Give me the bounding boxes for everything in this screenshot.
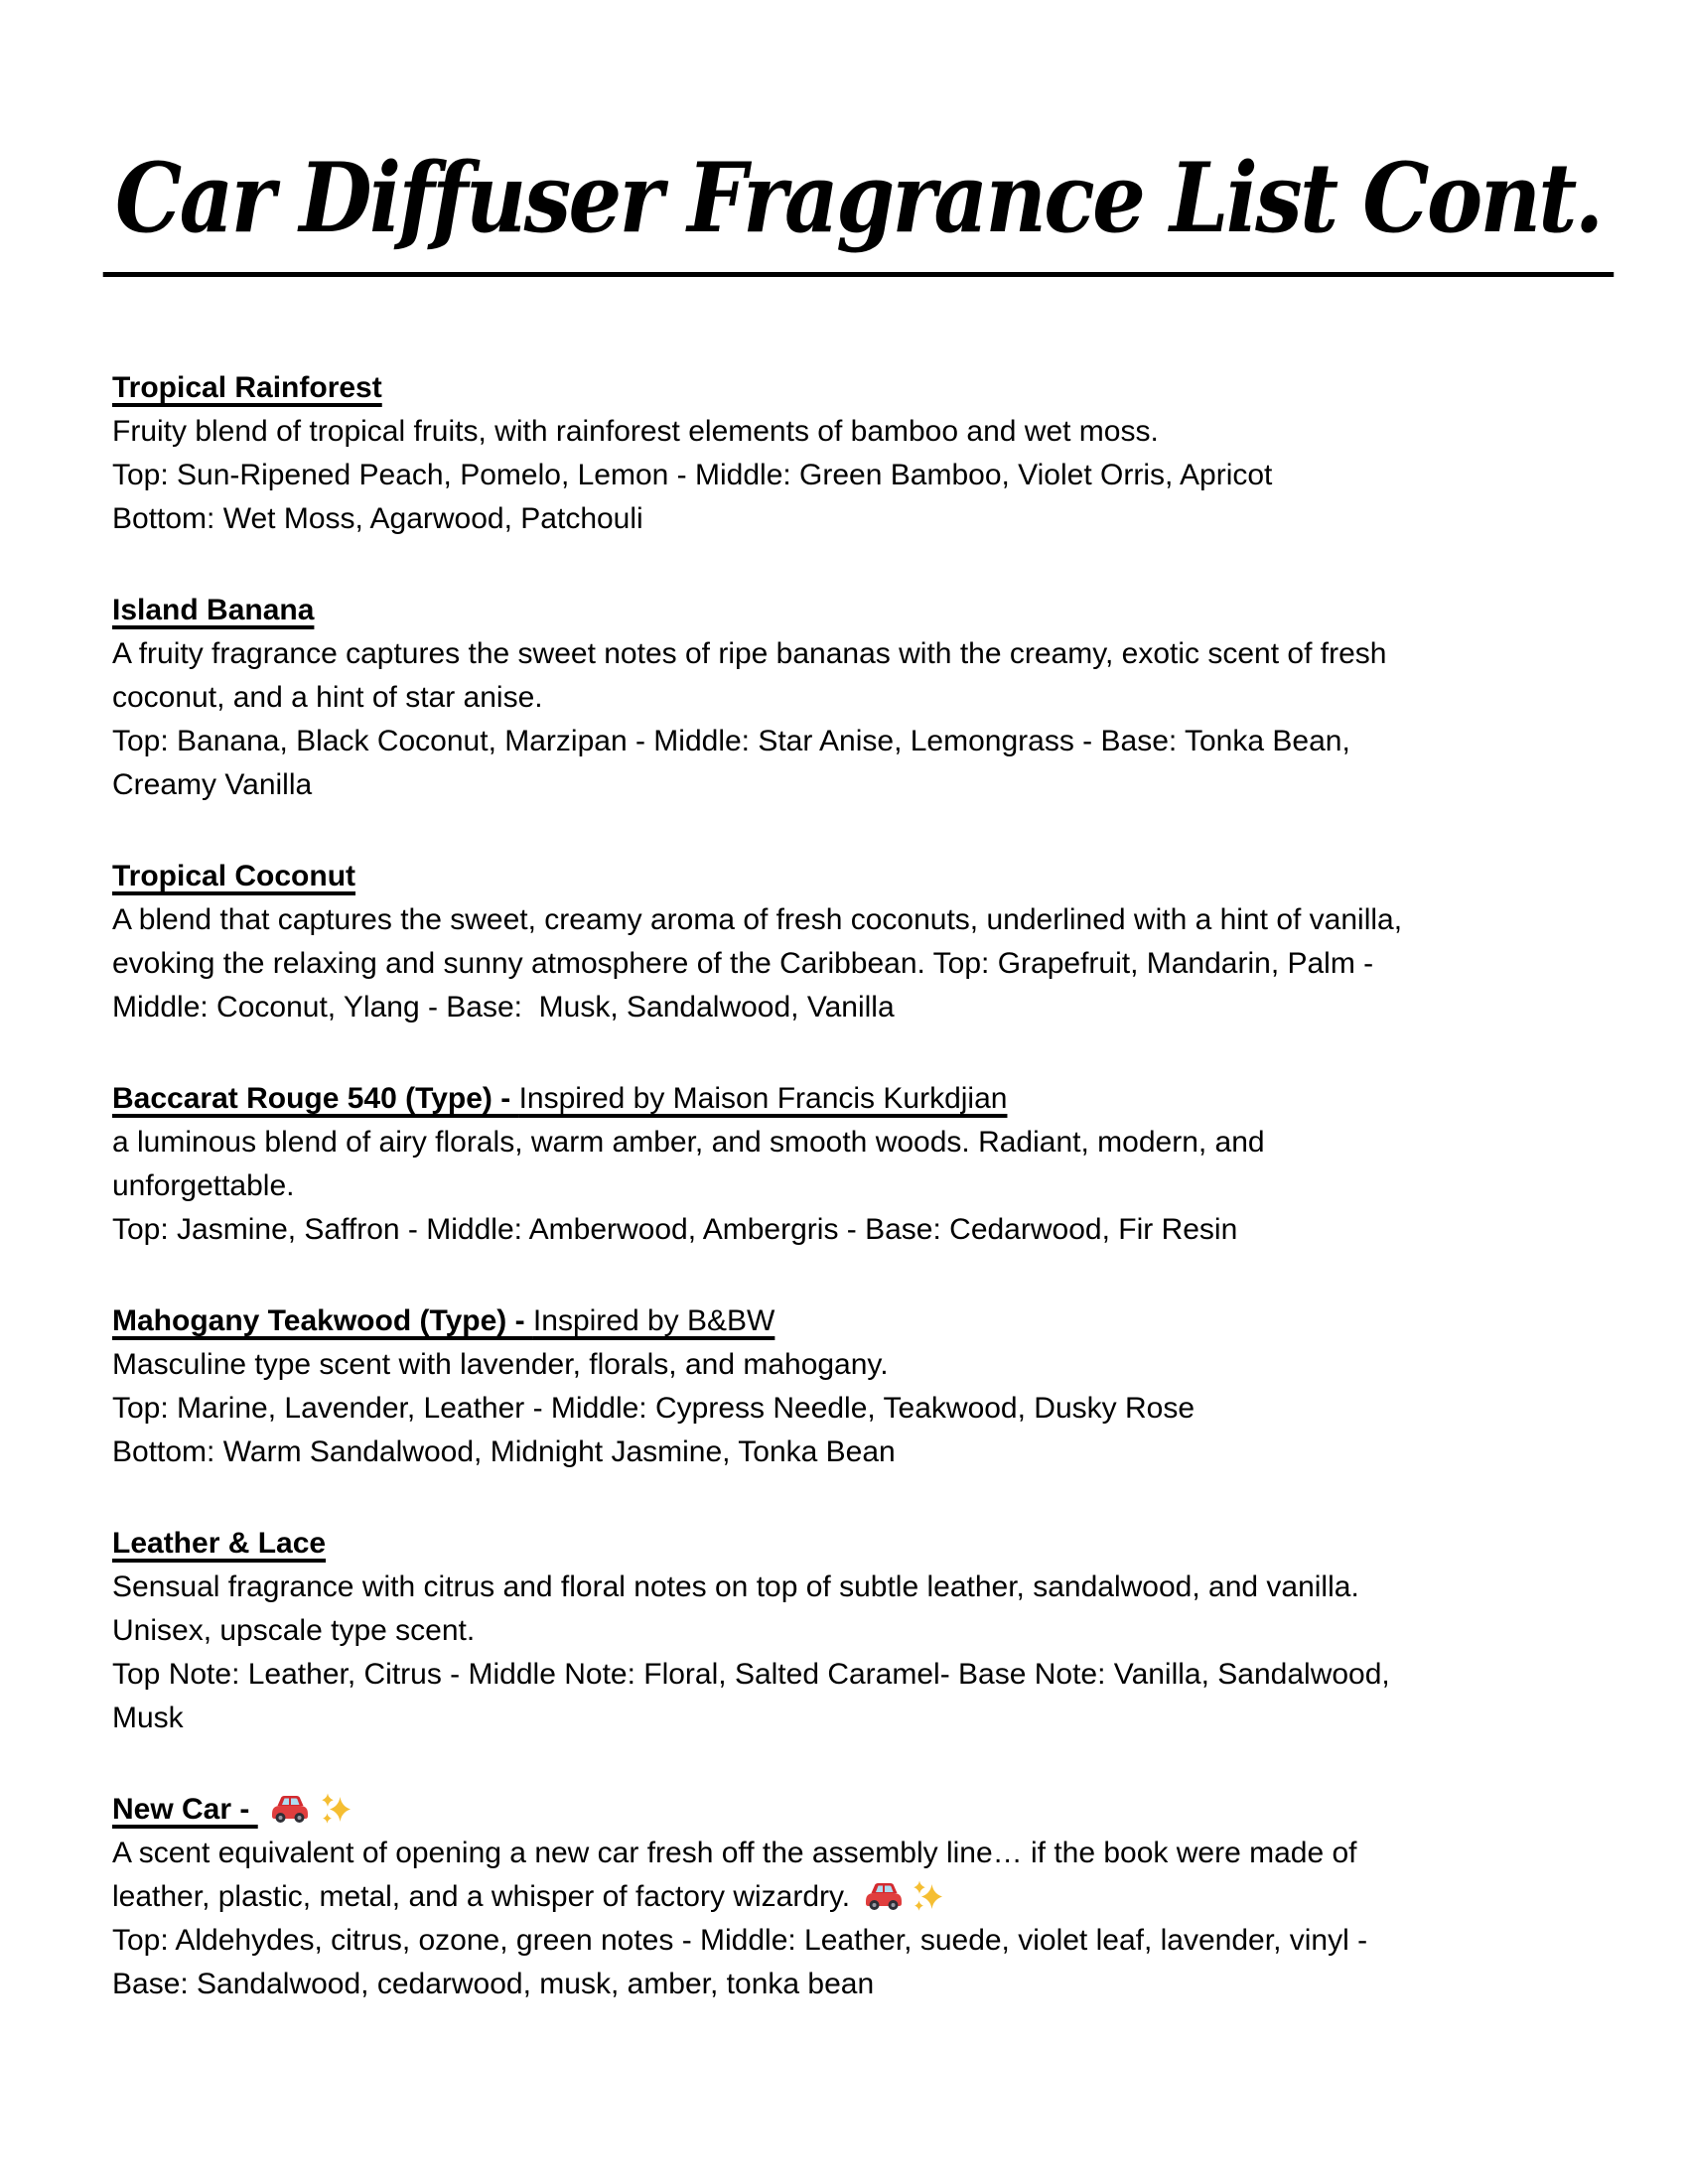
fragrance-inspiration: Inspired by B&BW	[532, 1304, 775, 1337]
title-row	[0, 0, 1688, 277]
fragrance-heading	[112, 1077, 1589, 1121]
fragrance-description-line: Sensual fragrance with citrus and floral notes on top of subtle leather, sandalwood, and vanilla.	[112, 1570, 1359, 1603]
car-icon	[270, 1793, 310, 1825]
fragrance-notes-line: Top: Aldehydes, citrus, ozone, green notes - Middle: Leather, suede, violet leaf, lavender, vinyl -	[112, 1924, 1368, 1957]
fragrance-name: Island Banana	[112, 594, 315, 626]
fragrance-heading	[112, 855, 1589, 898]
fragrance-description-line: A blend that captures the sweet, creamy aroma of fresh coconuts, underlined with a hint of vanilla,	[112, 903, 1403, 936]
fragrance-heading	[112, 1299, 1589, 1343]
fragrance-section	[112, 1522, 1589, 1740]
fragrance-notes-line: Musk	[112, 1702, 184, 1734]
fragrance-description-line	[112, 1875, 1589, 1919]
fragrance-notes-line: Middle: Coconut, Ylang - Base: Musk, Sandalwood, Vanilla	[112, 991, 895, 1024]
fragrance-list	[0, 366, 1688, 2006]
fragrance-section	[112, 1299, 1589, 1474]
fragrance-notes-line: Top: Jasmine, Saffron - Middle: Amberwood, Ambergris - Base: Cedarwood, Fir Resin	[112, 1213, 1238, 1246]
fragrance-notes-line: Top: Banana, Black Coconut, Marzipan - Middle: Star Anise, Lemongrass - Base: Tonka Bean,	[112, 725, 1350, 757]
fragrance-description-line: unforgettable.	[112, 1169, 295, 1202]
fragrance-inspiration: Inspired by Maison Francis Kurkdjian	[518, 1082, 1008, 1115]
fragrance-notes-line: Top Note: Leather, Citrus - Middle Note: Floral, Salted Caramel- Base Note: Vanilla, Sandalwood,	[112, 1658, 1390, 1691]
fragrance-description-line: evoking the relaxing and sunny atmosphere of the Caribbean. Top: Grapefruit, Mandarin, Palm -	[112, 947, 1374, 980]
fragrance-notes-line: Base: Sandalwood, cedarwood, musk, amber, tonka bean	[112, 1968, 875, 2000]
fragrance-section	[112, 1077, 1589, 1252]
fragrance-description-line: A scent equivalent of opening a new car fresh off the assembly line… if the book were made of	[112, 1837, 1357, 1869]
fragrance-name: New Car -	[112, 1793, 258, 1826]
fragrance-name: Mahogany Teakwood (Type) -	[112, 1304, 533, 1337]
fragrance-description-line: Unisex, upscale type scent.	[112, 1614, 476, 1647]
fragrance-notes-line: Top: Sun-Ripened Peach, Pomelo, Lemon - Middle: Green Bamboo, Violet Orris, Apricot	[112, 459, 1273, 491]
page-title: Car Diffuser Fragrance List Cont.	[103, 127, 1614, 277]
fragrance-heading	[112, 1788, 1589, 1832]
fragrance-notes-line: Bottom: Wet Moss, Agarwood, Patchouli	[112, 502, 643, 535]
fragrance-section	[112, 855, 1589, 1029]
fragrance-notes-line: Bottom: Warm Sandalwood, Midnight Jasmine, Tonka Bean	[112, 1435, 896, 1468]
fragrance-heading	[112, 589, 1589, 632]
fragrance-name: Leather & Lace	[112, 1527, 327, 1560]
fragrance-notes-line: Creamy Vanilla	[112, 768, 313, 801]
fragrance-description-line: Masculine type scent with lavender, florals, and mahogany.	[112, 1348, 889, 1381]
sparkles-icon	[910, 1879, 945, 1915]
car-icon	[864, 1880, 904, 1912]
fragrance-description-line: a luminous blend of airy florals, warm amber, and smooth woods. Radiant, modern, and	[112, 1126, 1265, 1159]
fragrance-heading	[112, 366, 1589, 410]
fragrance-section	[112, 1788, 1589, 2006]
fragrance-heading	[112, 1522, 1589, 1566]
fragrance-description-line: Fruity blend of tropical fruits, with rainforest elements of bamboo and wet moss.	[112, 415, 1159, 448]
fragrance-description-line: A fruity fragrance captures the sweet notes of ripe bananas with the creamy, exotic scent of fresh	[112, 637, 1387, 670]
fragrance-section	[112, 366, 1589, 541]
fragrance-section	[112, 589, 1589, 807]
sparkles-icon	[318, 1792, 353, 1828]
fragrance-name: Tropical Coconut	[112, 860, 356, 892]
fragrance-notes-line: Top: Marine, Lavender, Leather - Middle: Cypress Needle, Teakwood, Dusky Rose	[112, 1392, 1196, 1425]
fragrance-name: Tropical Rainforest	[112, 371, 382, 404]
fragrance-description-text: leather, plastic, metal, and a whisper of factory wizardry.	[112, 1880, 851, 1913]
fragrance-description-line: coconut, and a hint of star anise.	[112, 681, 543, 714]
fragrance-name: Baccarat Rouge 540 (Type) -	[112, 1082, 519, 1115]
